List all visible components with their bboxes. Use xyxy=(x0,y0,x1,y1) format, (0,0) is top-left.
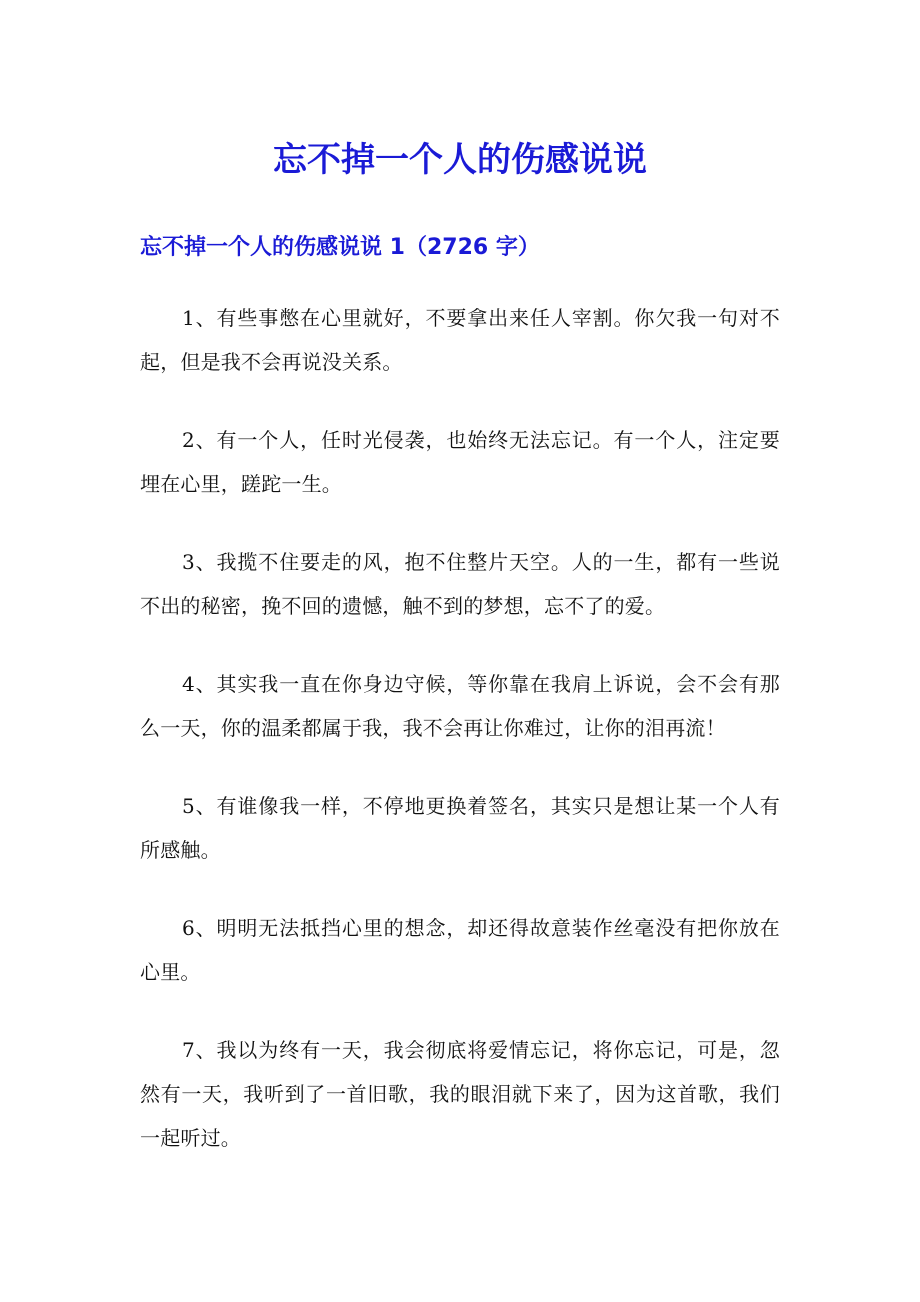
list-item: 6、明明无法抵挡心里的想念，却还得故意装作丝毫没有把你放在心里。 xyxy=(140,916,780,984)
document-title: 忘不掉一个人的伤感说说 xyxy=(273,140,647,180)
list-item: 3、我揽不住要走的风，抱不住整片天空。人的一生，都有一些说不出的秘密，挽不回的遗憾，触不到的梦想，忘不了的爱。 xyxy=(140,550,780,618)
list-item: 7、我以为终有一天，我会彻底将爱情忘记，将你忘记，可是，忽然有一天，我听到了一首旧歌，我的眼泪就下来了，因为这首歌，我们一起听过。 xyxy=(140,1038,780,1150)
quote-list xyxy=(140,296,780,1194)
list-item: 4、其实我一直在你身边守候，等你靠在我肩上诉说，会不会有那么一天，你的温柔都属于我，我不会再让你难过，让你的泪再流！ xyxy=(140,672,780,740)
list-item: 1、有些事憋在心里就好，不要拿出来任人宰割。你欠我一句对不起，但是我不会再说没关系。 xyxy=(140,306,780,374)
list-item: 2、有一个人，任时光侵袭，也始终无法忘记。有一个人，注定要埋在心里，蹉跎一生。 xyxy=(140,428,780,496)
list-item: 5、有谁像我一样，不停地更换着签名，其实只是想让某一个人有所感触。 xyxy=(140,794,780,862)
section-heading: 忘不掉一个人的伤感说说 1（2726 字） xyxy=(140,235,540,260)
